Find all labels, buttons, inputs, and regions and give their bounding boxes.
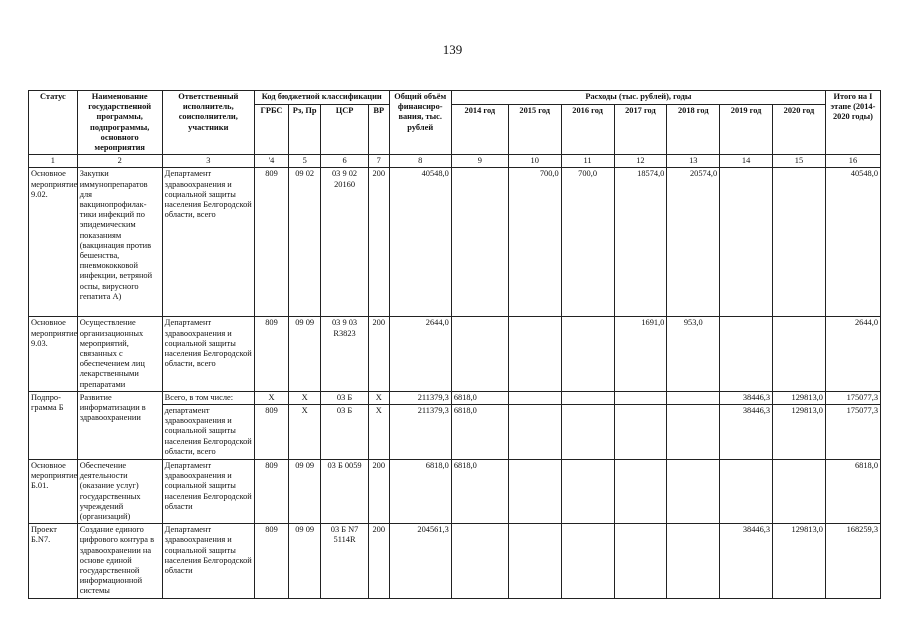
rz-cell: 09 09 — [289, 524, 321, 598]
name-cell: Создание единого цифрового контура в здравоохранении на основе единой государственной информационной системы — [77, 524, 162, 598]
year-cell — [614, 391, 667, 404]
header-rz: Рз, Пр — [289, 105, 321, 155]
page-number: 139 — [442, 42, 463, 57]
total-cell: 211379,3 — [389, 405, 451, 460]
grbs-cell: 809 — [254, 524, 288, 598]
header-year: 2016 год — [561, 105, 614, 155]
year-cell — [561, 460, 614, 524]
responsible-cell: департамент здравоохранения и социальной защиты населения Белгородской области, всего — [162, 405, 254, 460]
header-itogo: Итого на I этапе (2014-2020 годы) — [825, 91, 880, 155]
header-row — [29, 91, 881, 105]
status-cell: Подпро-грамма Б — [29, 391, 78, 459]
year-cell: 700,0 — [561, 168, 614, 317]
header-csr: ЦСР — [321, 105, 369, 155]
header-status: Статус — [29, 91, 78, 155]
column-number: 16 — [825, 155, 880, 168]
year-cell: 129813,0 — [773, 391, 826, 404]
header-vr: ВР — [368, 105, 389, 155]
year-cell — [561, 524, 614, 598]
rz-cell: 09 09 — [289, 460, 321, 524]
header-total: Общий объём финансиро-вания, тыс. рублей — [389, 91, 451, 155]
name-cell: Закупки иммунопрепаратов для вакцинопрофилак-тики инфекций по эпидемическим показаниям (вакцинация против бешенства, пневмококковой инфекции, ветряной оспы, вирусного гепатита А) — [77, 168, 162, 317]
year-cell — [773, 460, 826, 524]
column-number-row — [29, 155, 881, 168]
year-cell — [614, 405, 667, 460]
grbs-cell: 809 — [254, 405, 288, 460]
header-budget-code: Код бюджетной классификации — [254, 91, 389, 105]
column-number: 14 — [720, 155, 773, 168]
year-cell — [667, 460, 720, 524]
total-cell: 204561,3 — [389, 524, 451, 598]
grbs-cell: 809 — [254, 317, 288, 391]
status-cell: Основное мероприятие 9.02. — [29, 168, 78, 317]
year-cell — [508, 317, 561, 391]
column-number: 9 — [451, 155, 508, 168]
table-row — [29, 524, 881, 598]
name-cell: Развитие информатизации в здравоохранении — [77, 391, 162, 459]
column-number: 11 — [561, 155, 614, 168]
itogo-cell: 168259,3 — [825, 524, 880, 598]
rz-cell: 09 02 — [289, 168, 321, 317]
header-year: 2014 год — [451, 105, 508, 155]
status-cell: Проект Б.N7. — [29, 524, 78, 598]
responsible-cell: Департамент здравоохранения и социальной защиты населения Белгородской области, всего — [162, 168, 254, 317]
budget-table — [28, 90, 881, 599]
year-cell: 38446,3 — [720, 391, 773, 404]
column-number: 12 — [614, 155, 667, 168]
rz-cell: X — [289, 405, 321, 460]
csr-cell: 03 9 02 20160 — [321, 168, 369, 317]
year-cell — [773, 317, 826, 391]
year-cell — [561, 317, 614, 391]
year-cell — [720, 317, 773, 391]
responsible-cell: Департамент здравоохранения и социальной защиты населения Белгородской области — [162, 460, 254, 524]
year-cell — [667, 524, 720, 598]
header-year: 2018 год — [667, 105, 720, 155]
header-year: 2020 год — [773, 105, 826, 155]
name-cell: Обеспечение деятельности (оказание услуг) государственных учреждений (организаций) — [77, 460, 162, 524]
year-cell: 129813,0 — [773, 405, 826, 460]
grbs-cell: 809 — [254, 168, 288, 317]
column-number: 2 — [77, 155, 162, 168]
total-cell: 2644,0 — [389, 317, 451, 391]
column-number: 8 — [389, 155, 451, 168]
year-cell — [451, 317, 508, 391]
vr-cell: 200 — [368, 460, 389, 524]
table-row — [29, 168, 881, 317]
year-cell — [614, 524, 667, 598]
column-number: 1 — [29, 155, 78, 168]
csr-cell: 03 9 03 R3823 — [321, 317, 369, 391]
year-cell — [720, 460, 773, 524]
table-row — [29, 460, 881, 524]
column-number: '4 — [254, 155, 288, 168]
year-cell — [451, 168, 508, 317]
vr-cell: X — [368, 405, 389, 460]
header-grbs: ГРБС — [254, 105, 288, 155]
vr-cell: X — [368, 391, 389, 404]
total-cell: 211379,3 — [389, 391, 451, 404]
year-cell — [508, 391, 561, 404]
column-number: 15 — [773, 155, 826, 168]
year-cell: 6818,0 — [451, 405, 508, 460]
rz-cell: X — [289, 391, 321, 404]
table-row — [29, 317, 881, 391]
header-responsible: Ответственный исполнитель, соисполнители, участники — [162, 91, 254, 155]
year-cell: 6818,0 — [451, 460, 508, 524]
year-cell: 953,0 — [667, 317, 720, 391]
name-cell: Осуществление организационных мероприятий, связанных с обеспечением лиц лекарственными препаратами — [77, 317, 162, 391]
csr-cell: 03 Б 0059 — [321, 460, 369, 524]
year-cell — [614, 460, 667, 524]
year-cell — [508, 460, 561, 524]
year-cell — [667, 391, 720, 404]
year-cell: 18574,0 — [614, 168, 667, 317]
table-row — [29, 391, 881, 404]
year-cell: 20574,0 — [667, 168, 720, 317]
year-cell — [508, 405, 561, 460]
rz-cell: 09 09 — [289, 317, 321, 391]
year-cell: 129813,0 — [773, 524, 826, 598]
itogo-cell: 175077,3 — [825, 405, 880, 460]
header-year: 2017 год — [614, 105, 667, 155]
vr-cell: 200 — [368, 317, 389, 391]
header-year: 2015 год — [508, 105, 561, 155]
status-cell: Основное мероприятие Б.01. — [29, 460, 78, 524]
column-number: 6 — [321, 155, 369, 168]
itogo-cell: 6818,0 — [825, 460, 880, 524]
responsible-cell: Департамент здравоохранения и социальной защиты населения Белгородской области — [162, 524, 254, 598]
column-number: 10 — [508, 155, 561, 168]
year-cell: 38446,3 — [720, 405, 773, 460]
column-number: 7 — [368, 155, 389, 168]
year-cell — [720, 168, 773, 317]
year-cell — [773, 168, 826, 317]
header-year: 2019 год — [720, 105, 773, 155]
grbs-cell: 809 — [254, 460, 288, 524]
column-number: 3 — [162, 155, 254, 168]
total-cell: 40548,0 — [389, 168, 451, 317]
column-number: 13 — [667, 155, 720, 168]
grbs-cell: X — [254, 391, 288, 404]
year-cell: 700,0 — [508, 168, 561, 317]
year-cell — [561, 391, 614, 404]
responsible-cell: Департамент здравоохранения и социальной защиты населения Белгородской области, всего — [162, 317, 254, 391]
vr-cell: 200 — [368, 168, 389, 317]
itogo-cell: 175077,3 — [825, 391, 880, 404]
vr-cell: 200 — [368, 524, 389, 598]
csr-cell: 03 Б N7 5114R — [321, 524, 369, 598]
itogo-cell: 2644,0 — [825, 317, 880, 391]
year-cell — [508, 524, 561, 598]
year-cell — [667, 405, 720, 460]
responsible-cell: Всего, в том числе: — [162, 391, 254, 404]
header-name: Наименование государственной программы, подпрограммы, основного мероприятия — [77, 91, 162, 155]
year-cell: 6818,0 — [451, 391, 508, 404]
year-cell — [561, 405, 614, 460]
total-cell: 6818,0 — [389, 460, 451, 524]
header-expenses: Расходы (тыс. рублей), годы — [451, 91, 825, 105]
csr-cell: 03 Б — [321, 391, 369, 404]
year-cell: 1691,0 — [614, 317, 667, 391]
column-number: 5 — [289, 155, 321, 168]
year-cell: 38446,3 — [720, 524, 773, 598]
status-cell: Основное мероприятие 9.03. — [29, 317, 78, 391]
csr-cell: 03 Б — [321, 405, 369, 460]
year-cell — [451, 524, 508, 598]
itogo-cell: 40548,0 — [825, 168, 880, 317]
